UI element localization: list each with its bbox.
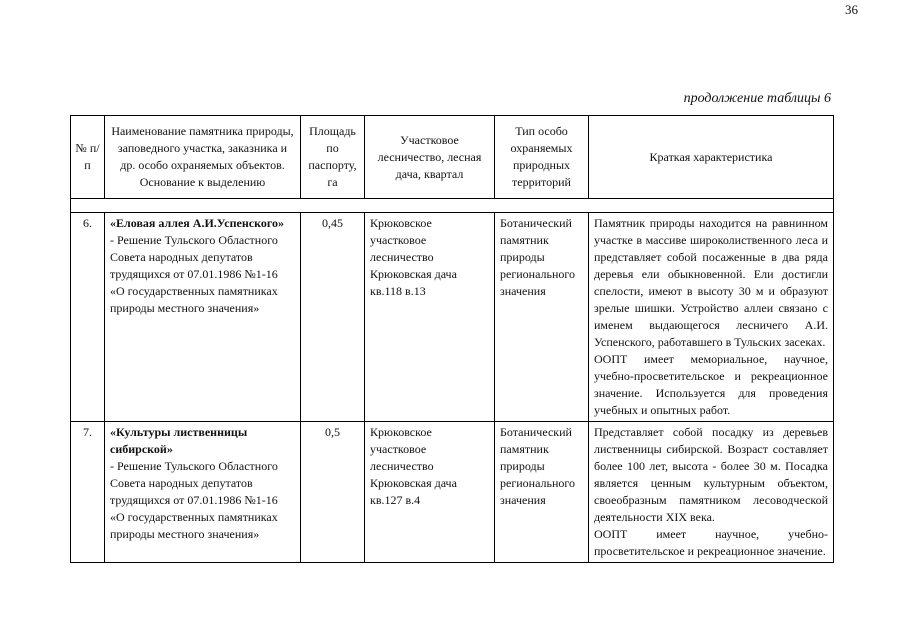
row-name-cell [105, 213, 301, 422]
row-type-cell: Ботанический памятник природы регионального значения [495, 422, 589, 563]
monument-title: «Культуры лиственницы сибирской» [110, 425, 248, 456]
table-header-row [71, 116, 834, 199]
table-row [71, 213, 834, 422]
description-paragraph: Представляет собой посадку из деревьев лиственницы сибирской. Возраст составляет более 100 лет, высота - более 30 м. Посадка является ценным культурным объектом, своеобразным памятником лесоводческой деятельности XIX века. [594, 425, 828, 524]
description-paragraph: ООПТ имеет мемориальное, научное, учебно-просветительское и рекреационное значение. Используется для проведения учебных и опытных работ. [594, 352, 828, 417]
protected-areas-table [70, 115, 834, 563]
row-area-cell: 0,5 [301, 422, 365, 563]
row-forestry-cell: Крюковское участковое лесничество Крюковская дача кв.127 в.4 [365, 422, 495, 563]
header-num: № п/п [71, 116, 105, 199]
row-description-cell [589, 422, 834, 563]
row-area-cell: 0,45 [301, 213, 365, 422]
row-forestry-cell: Крюковское участковое лесничество Крюковская дача кв.118 в.13 [365, 213, 495, 422]
row-num-cell: 7. [71, 422, 105, 563]
description-paragraph: Памятник природы находится на равнинном участке в массиве широколиственного леса и представляет собой посаженные в два ряда деревья ели обыкновенной. Ели достигли спелости, имеют в высоту 30 м и образуют зрелые шишки. Устройство аллеи связано с именем выдающегося лесничего А.И. Успенского, работавшего в Тульских засеках. [594, 216, 828, 349]
row-type-cell: Ботанический памятник природы регионального значения [495, 213, 589, 422]
table-spacer-row [71, 199, 834, 213]
header-type: Тип особо охраняемых природных территорий [495, 116, 589, 199]
header-area: Площадь по паспорту, га [301, 116, 365, 199]
description-paragraph: ООПТ имеет научное, учебно-просветительское и рекреационное значение. [594, 527, 828, 558]
spacer-cell [71, 199, 834, 213]
row-name-cell [105, 422, 301, 563]
page-number: 36 [845, 2, 858, 17]
monument-basis: - Решение Тульского Областного Совета народных депутатов трудящихся от 07.01.1986 №1-16 «О государственных памятниках природы местного значения» [110, 459, 278, 541]
header-name: Наименование памятника природы, заповедного участка, заказника и др. особо охраняемых объектов. Основание к выделению [105, 116, 301, 199]
monument-title: «Еловая аллея А.И.Успенского» [110, 216, 285, 230]
table-row [71, 422, 834, 563]
monument-basis: - Решение Тульского Областного Совета народных депутатов трудящихся от 07.01.1986 №1-16 «О государственных памятниках природы местного значения» [110, 233, 278, 315]
header-description: Краткая характеристика [589, 116, 834, 199]
table-caption: продолжение таблицы 6 [683, 91, 831, 106]
row-num-cell: 6. [71, 213, 105, 422]
header-forestry: Участковое лесничество, лесная дача, квартал [365, 116, 495, 199]
row-description-cell [589, 213, 834, 422]
